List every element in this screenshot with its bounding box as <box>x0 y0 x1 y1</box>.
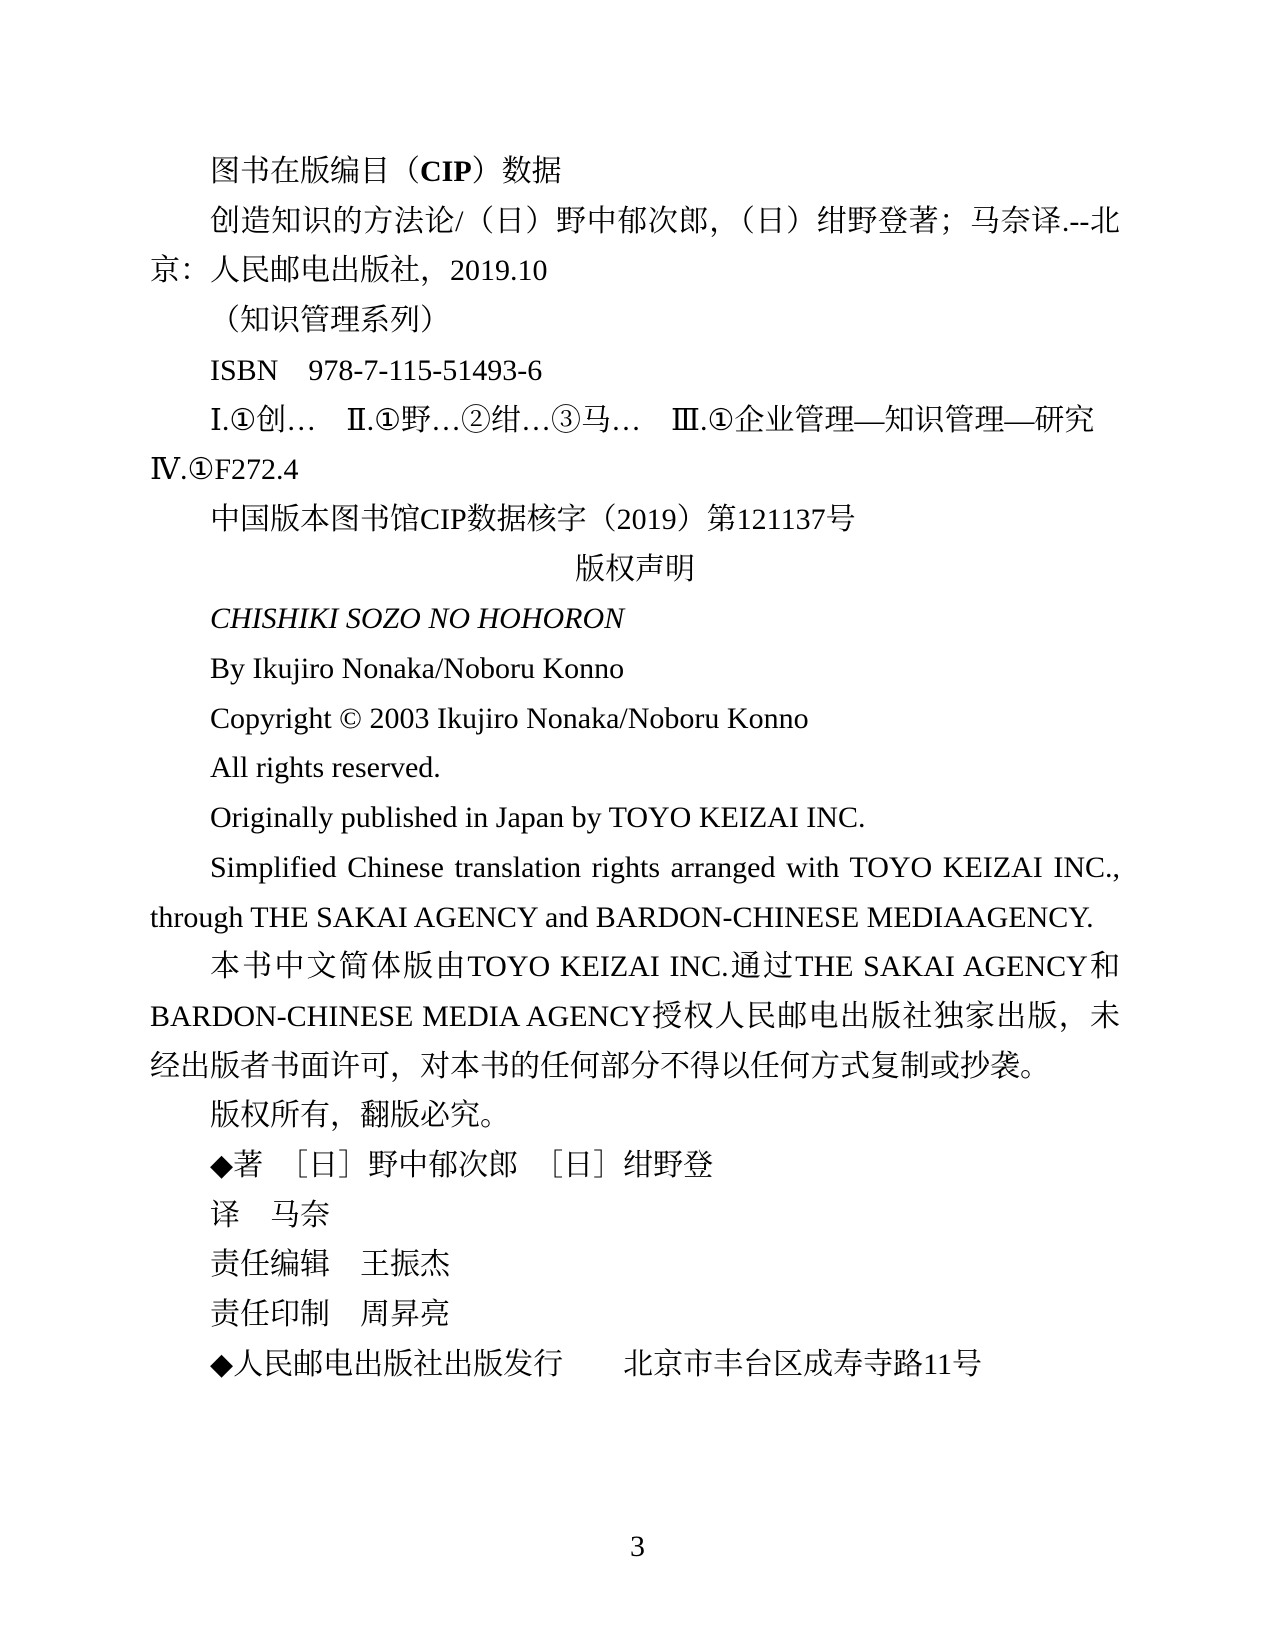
credit-authors: ◆著 ［日］野中郁次郎 ［日］绀野登 <box>210 1149 714 1183</box>
translation-rights: Simplified Chinese translation rights arranged with TOYO KEIZAI INC., through THE SAKAI AGENCY and BARDON-CHINESE MEDIAAGENCY. <box>150 850 1128 934</box>
cip-heading <box>150 147 1120 197</box>
by-line: By Ikujiro Nonaka/Noboru Konno <box>210 652 625 686</box>
all-rights-cn: 版权所有，翻版必究。 <box>210 1099 510 1133</box>
copyright-line: Copyright © 2003 Ikujiro Nonaka/Noboru Konno <box>210 701 809 735</box>
origin-line: Originally published in Japan by TOYO KEIZAI INC. <box>210 801 866 835</box>
page-content <box>150 147 1128 1390</box>
cip-series: （知识管理系列） <box>210 304 450 338</box>
credit-editor: 责任编辑 王振杰 <box>210 1248 450 1282</box>
cip-heading-suffix: ）数据 <box>471 155 562 188</box>
original-title: CHISHIKI SOZO NO HOHORON <box>210 602 625 636</box>
cip-heading-prefix: 图书在版编目（ <box>210 155 420 188</box>
page-number: 3 <box>630 1530 645 1563</box>
cip-title-line: 创造知识的方法论/（日）野中郁次郎，（日）绀野登著；马奈译.--北京：人民邮电出版社，2019.10 <box>150 204 1120 288</box>
credit-printing: 责任印制 周昇亮 <box>210 1298 450 1332</box>
cip-isbn: ISBN 978-7-115-51493-6 <box>210 353 543 387</box>
credit-publisher: ◆人民邮电出版社出版发行 北京市丰台区成寿寺路11号 <box>210 1347 982 1381</box>
rights-reserved: All rights reserved. <box>210 751 441 785</box>
cip-heading-bold: CIP <box>420 155 472 188</box>
copyright-heading: 版权声明 <box>575 552 695 586</box>
cip-classification: Ⅰ.①创… Ⅱ.①野…②绀…③马… Ⅲ.①企业管理—知识管理—研究 Ⅳ.①F272.4 <box>150 403 1125 487</box>
chinese-notice: 本书中文简体版由TOYO KEIZAI INC.通过THE SAKAI AGENCY和BARDON-CHINESE MEDIA AGENCY授权人民邮电出版社独家出版，未经出版者书面许可，对本书的任何部分不得以任何方式复制或抄袭。 <box>150 950 1120 1083</box>
cip-approval: 中国版本图书馆CIP数据核字（2019）第121137号 <box>210 502 856 536</box>
credit-translator: 译 马奈 <box>210 1198 330 1232</box>
